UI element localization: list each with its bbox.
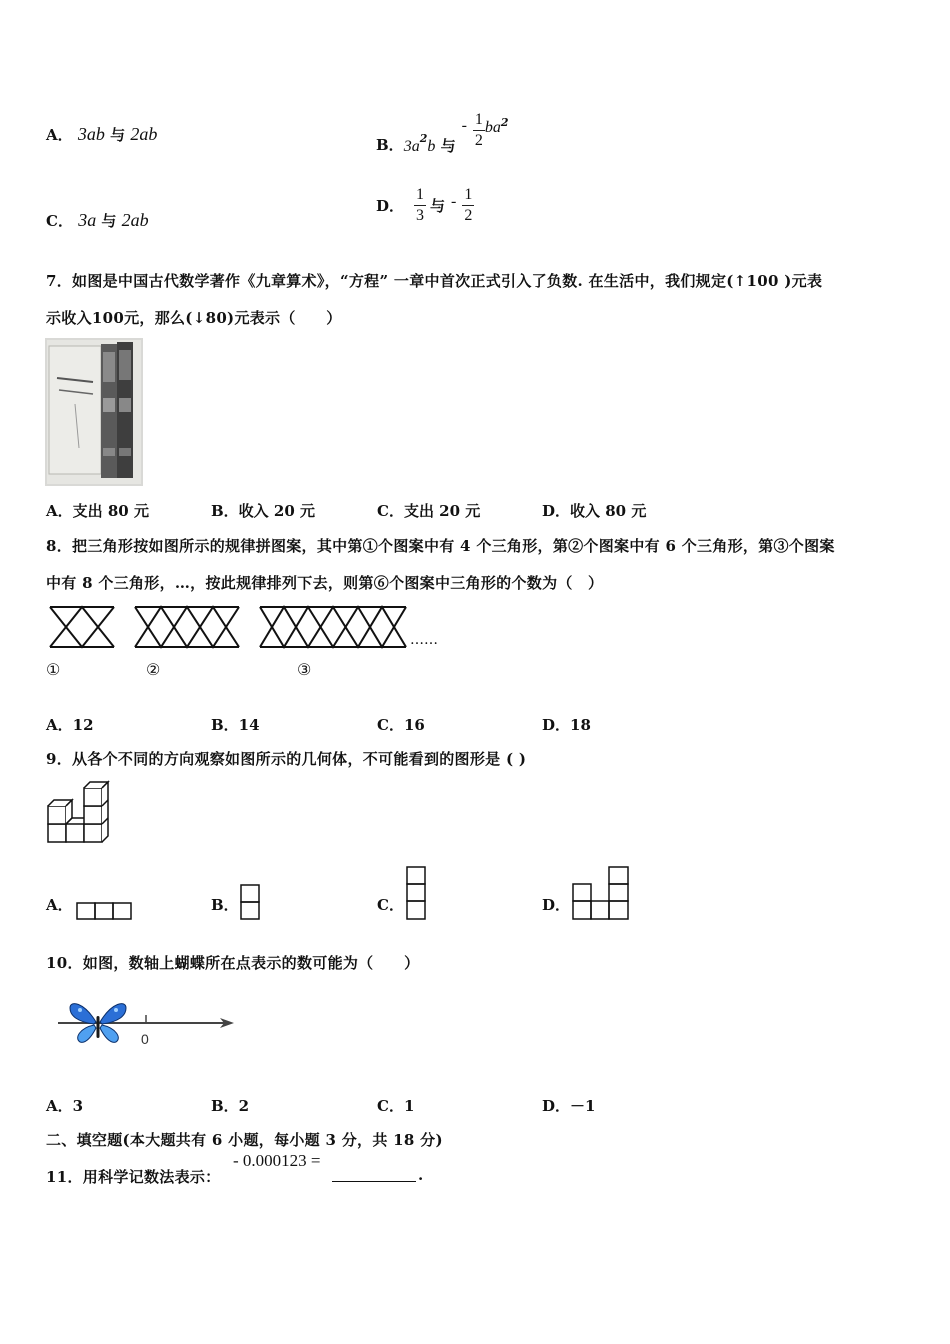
q8-label-3: ③ xyxy=(297,660,312,679)
q6-a-conj: 与 xyxy=(110,126,126,144)
q6-d-numerator1: 1 xyxy=(416,186,425,203)
q11-answer-blank[interactable] xyxy=(332,1164,416,1183)
q6-b-numerator: 1 xyxy=(474,110,483,128)
q8-ellipsis: …… xyxy=(410,632,438,648)
q8-text-line2: 中有 8 个三角形，…，按此规律排列下去，则第⑥个图案中三角形的个数为（ ） xyxy=(46,574,604,592)
q9-option-a: A． xyxy=(46,896,73,914)
q6-d-denominator2: 2 xyxy=(464,207,473,224)
q6-d-numerator2: 1 xyxy=(464,186,473,203)
q6-b-expr1: 3a xyxy=(403,138,420,155)
q11-suffix: . xyxy=(418,1166,424,1184)
q8-option-c: C．16 xyxy=(377,716,425,734)
q11-expression: - 0.000123 = xyxy=(233,1151,321,1170)
q6-option-b xyxy=(376,104,509,156)
q6-c-expr1: 3a xyxy=(78,210,97,230)
q9-option-b: B． xyxy=(211,896,239,914)
q6-c-conj: 与 xyxy=(101,212,117,230)
q6-b-fraction xyxy=(473,111,485,150)
q7-book-image xyxy=(45,338,143,486)
q9-option-b-figure xyxy=(240,884,260,920)
q8-option-d: D．18 xyxy=(542,716,591,734)
q6-d-conj: 与 xyxy=(430,197,446,215)
q6-d-fraction1 xyxy=(414,186,426,225)
q6-d-denominator1: 3 xyxy=(416,207,425,224)
q7-text-line1: 7．如图是中国古代数学著作《九章算术》，“方程” 一章中首次正式引入了负数. 在生活中，我们规定(↑100 )元表 xyxy=(46,272,823,290)
q7-option-d: D．收入 80 元 xyxy=(542,502,647,520)
q6-a-expr1: 3ab xyxy=(77,124,105,144)
q10-text-line1: 10．如图，数轴上蝴蝶所在点表示的数可能为（ ） xyxy=(46,954,420,972)
q6-b-exp2: 2 xyxy=(500,115,509,129)
q6-option-d xyxy=(376,186,474,225)
q8-pattern-3 xyxy=(260,607,406,647)
q6-b-expr2: ba xyxy=(484,119,501,136)
q6-option-c-label: C． xyxy=(46,212,73,230)
q6-option-a xyxy=(46,124,157,145)
q7-option-c: C．支出 20 元 xyxy=(377,502,481,520)
q6-b-expr1b: b xyxy=(427,138,436,155)
q8-label-1: ① xyxy=(46,660,61,679)
q8-triangle-patterns xyxy=(46,603,416,651)
q7-option-a: A．支出 80 元 xyxy=(46,502,149,520)
q8-text-line1: 8．把三角形按如图所示的规律拼图案，其中第①个图案中有 4 个三角形，第②个图案中有 6 个三角形，第③个图案 xyxy=(46,537,835,555)
q8-label-2: ② xyxy=(146,660,161,679)
q9-option-d-figure xyxy=(572,866,630,920)
q6-option-a-label: A． xyxy=(46,126,73,144)
q6-b-conj: 与 xyxy=(440,137,456,155)
q6-d-fraction2 xyxy=(462,186,474,225)
q10-option-b: B．2 xyxy=(211,1097,250,1115)
q9-option-a-figure xyxy=(76,902,132,920)
q7-text-line2: 示收入100元，那么(↓80)元表示（ ） xyxy=(46,309,342,327)
q9-option-c: C． xyxy=(377,896,404,914)
q6-b-exp1: 2 xyxy=(419,132,428,145)
q9-option-d: D． xyxy=(542,896,571,914)
q9-solid-figure xyxy=(46,780,110,846)
q6-c-expr2: 2ab xyxy=(121,210,149,230)
q8-pattern-1 xyxy=(50,607,114,647)
q6-b-neg: - xyxy=(461,117,467,134)
q6-option-b-label: B． xyxy=(376,135,404,154)
q10-zero-label: 0 xyxy=(141,1031,149,1047)
q8-pattern-2 xyxy=(135,607,239,647)
q9-option-c-figure xyxy=(406,866,426,920)
q8-option-a: A．12 xyxy=(46,716,94,734)
q6-option-d-label: D． xyxy=(376,197,405,215)
q6-option-c xyxy=(46,210,149,231)
q6-d-neg: - xyxy=(451,192,457,210)
q9-text-line1: 9．从各个不同的方向观察如图所示的几何体，不可能看到的图形是 ( ) xyxy=(46,750,527,768)
q6-b-denominator: 2 xyxy=(474,131,483,149)
section2-title: 二、填空题(本大题共有 6 小题，每小题 3 分，共 18 分) xyxy=(46,1131,443,1149)
q10-option-d: D．－1 xyxy=(542,1097,596,1115)
q8-option-b: B．14 xyxy=(211,716,260,734)
q6-a-expr2: 2ab xyxy=(130,124,158,144)
q7-option-b: B．收入 20 元 xyxy=(211,502,315,520)
q10-option-a: A．3 xyxy=(46,1097,84,1115)
q11-prefix: 11．用科学记数法表示： xyxy=(46,1168,221,1186)
q10-option-c: C．1 xyxy=(377,1097,415,1115)
